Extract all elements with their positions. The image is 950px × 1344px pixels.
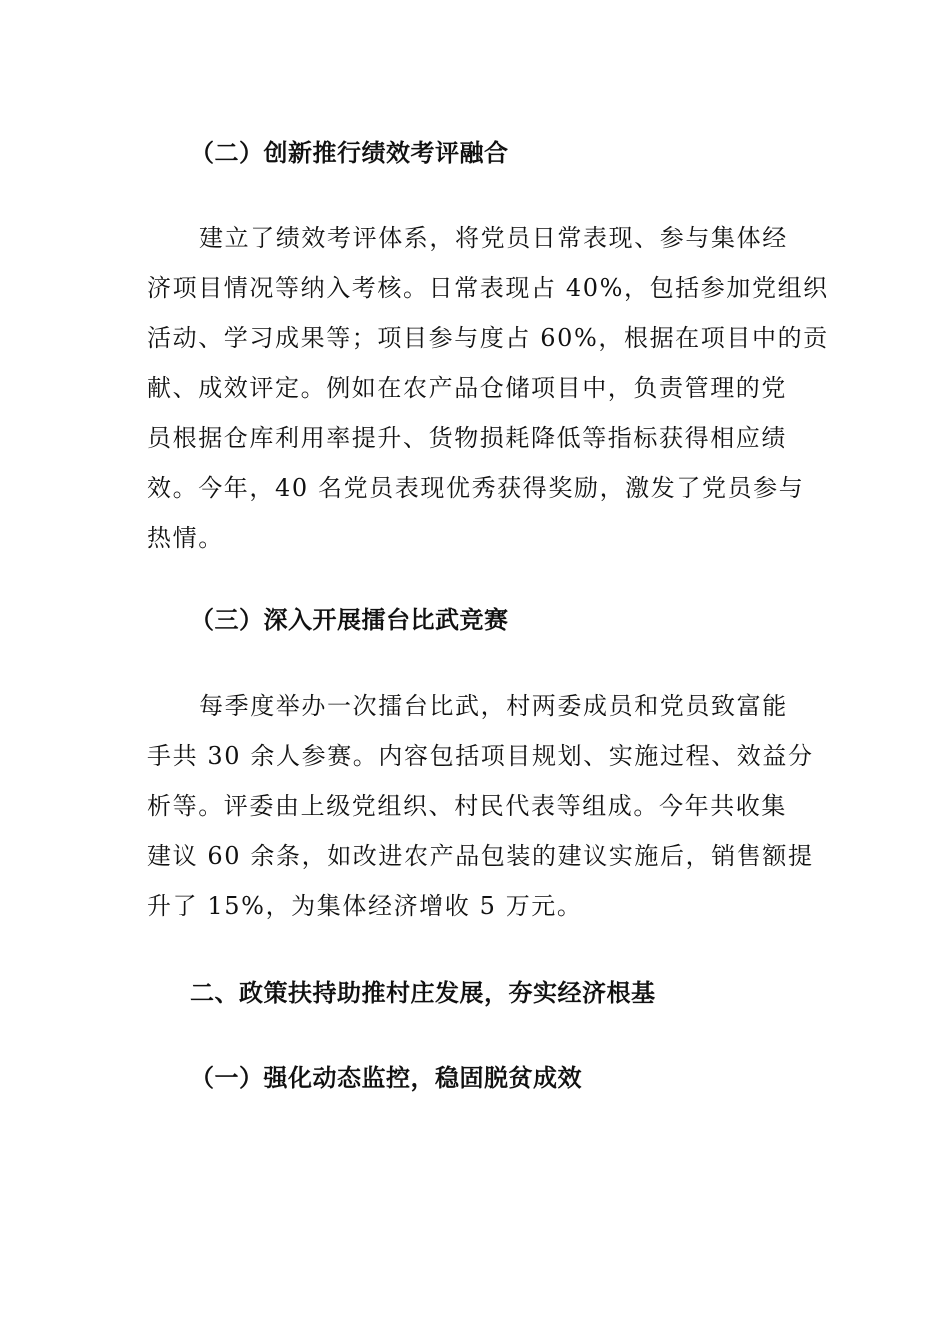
paragraph-line: 效。今年，40 名党员表现优秀获得奖励，激发了党员参与 xyxy=(147,474,805,502)
paragraph-line: 每季度举办一次擂台比武，村两委成员和党员致富能 xyxy=(199,692,788,720)
paragraph-line: 建议 60 余条，如改进农产品包装的建议实施后，销售额提 xyxy=(147,842,814,870)
paragraph-line: 热情。 xyxy=(147,524,224,552)
paragraph-line: 升了 15%，为集体经济增收 5 万元。 xyxy=(147,892,583,920)
paragraph-line: 济项目情况等纳入考核。日常表现占 40%，包括参加党组织 xyxy=(147,274,829,302)
paragraph-competition xyxy=(147,681,814,931)
subsection-heading-dynamic-monitoring: （一）强化动态监控，稳固脱贫成效 xyxy=(190,1063,582,1092)
paragraph-line: 献、成效评定。例如在农产品仓储项目中，负责管理的党 xyxy=(147,374,787,402)
paragraph-line: 活动、学习成果等；项目参与度占 60%，根据在项目中的贡 xyxy=(147,324,829,352)
subsection-heading-performance-evaluation: （二）创新推行绩效考评融合 xyxy=(190,138,509,167)
paragraph-line: 员根据仓库利用率提升、货物损耗降低等指标获得相应绩 xyxy=(147,424,787,452)
subsection-heading-competition: （三）深入开展擂台比武竞赛 xyxy=(190,605,509,634)
paragraph-line: 建立了绩效考评体系，将党员日常表现、参与集体经 xyxy=(199,224,788,252)
paragraph-performance-evaluation xyxy=(147,213,829,563)
section-heading-policy-support: 二、政策扶持助推村庄发展，夯实经济根基 xyxy=(190,978,656,1007)
paragraph-line: 手共 30 余人参赛。内容包括项目规划、实施过程、效益分 xyxy=(147,742,814,770)
paragraph-line: 析等。评委由上级党组织、村民代表等组成。今年共收集 xyxy=(147,792,787,820)
